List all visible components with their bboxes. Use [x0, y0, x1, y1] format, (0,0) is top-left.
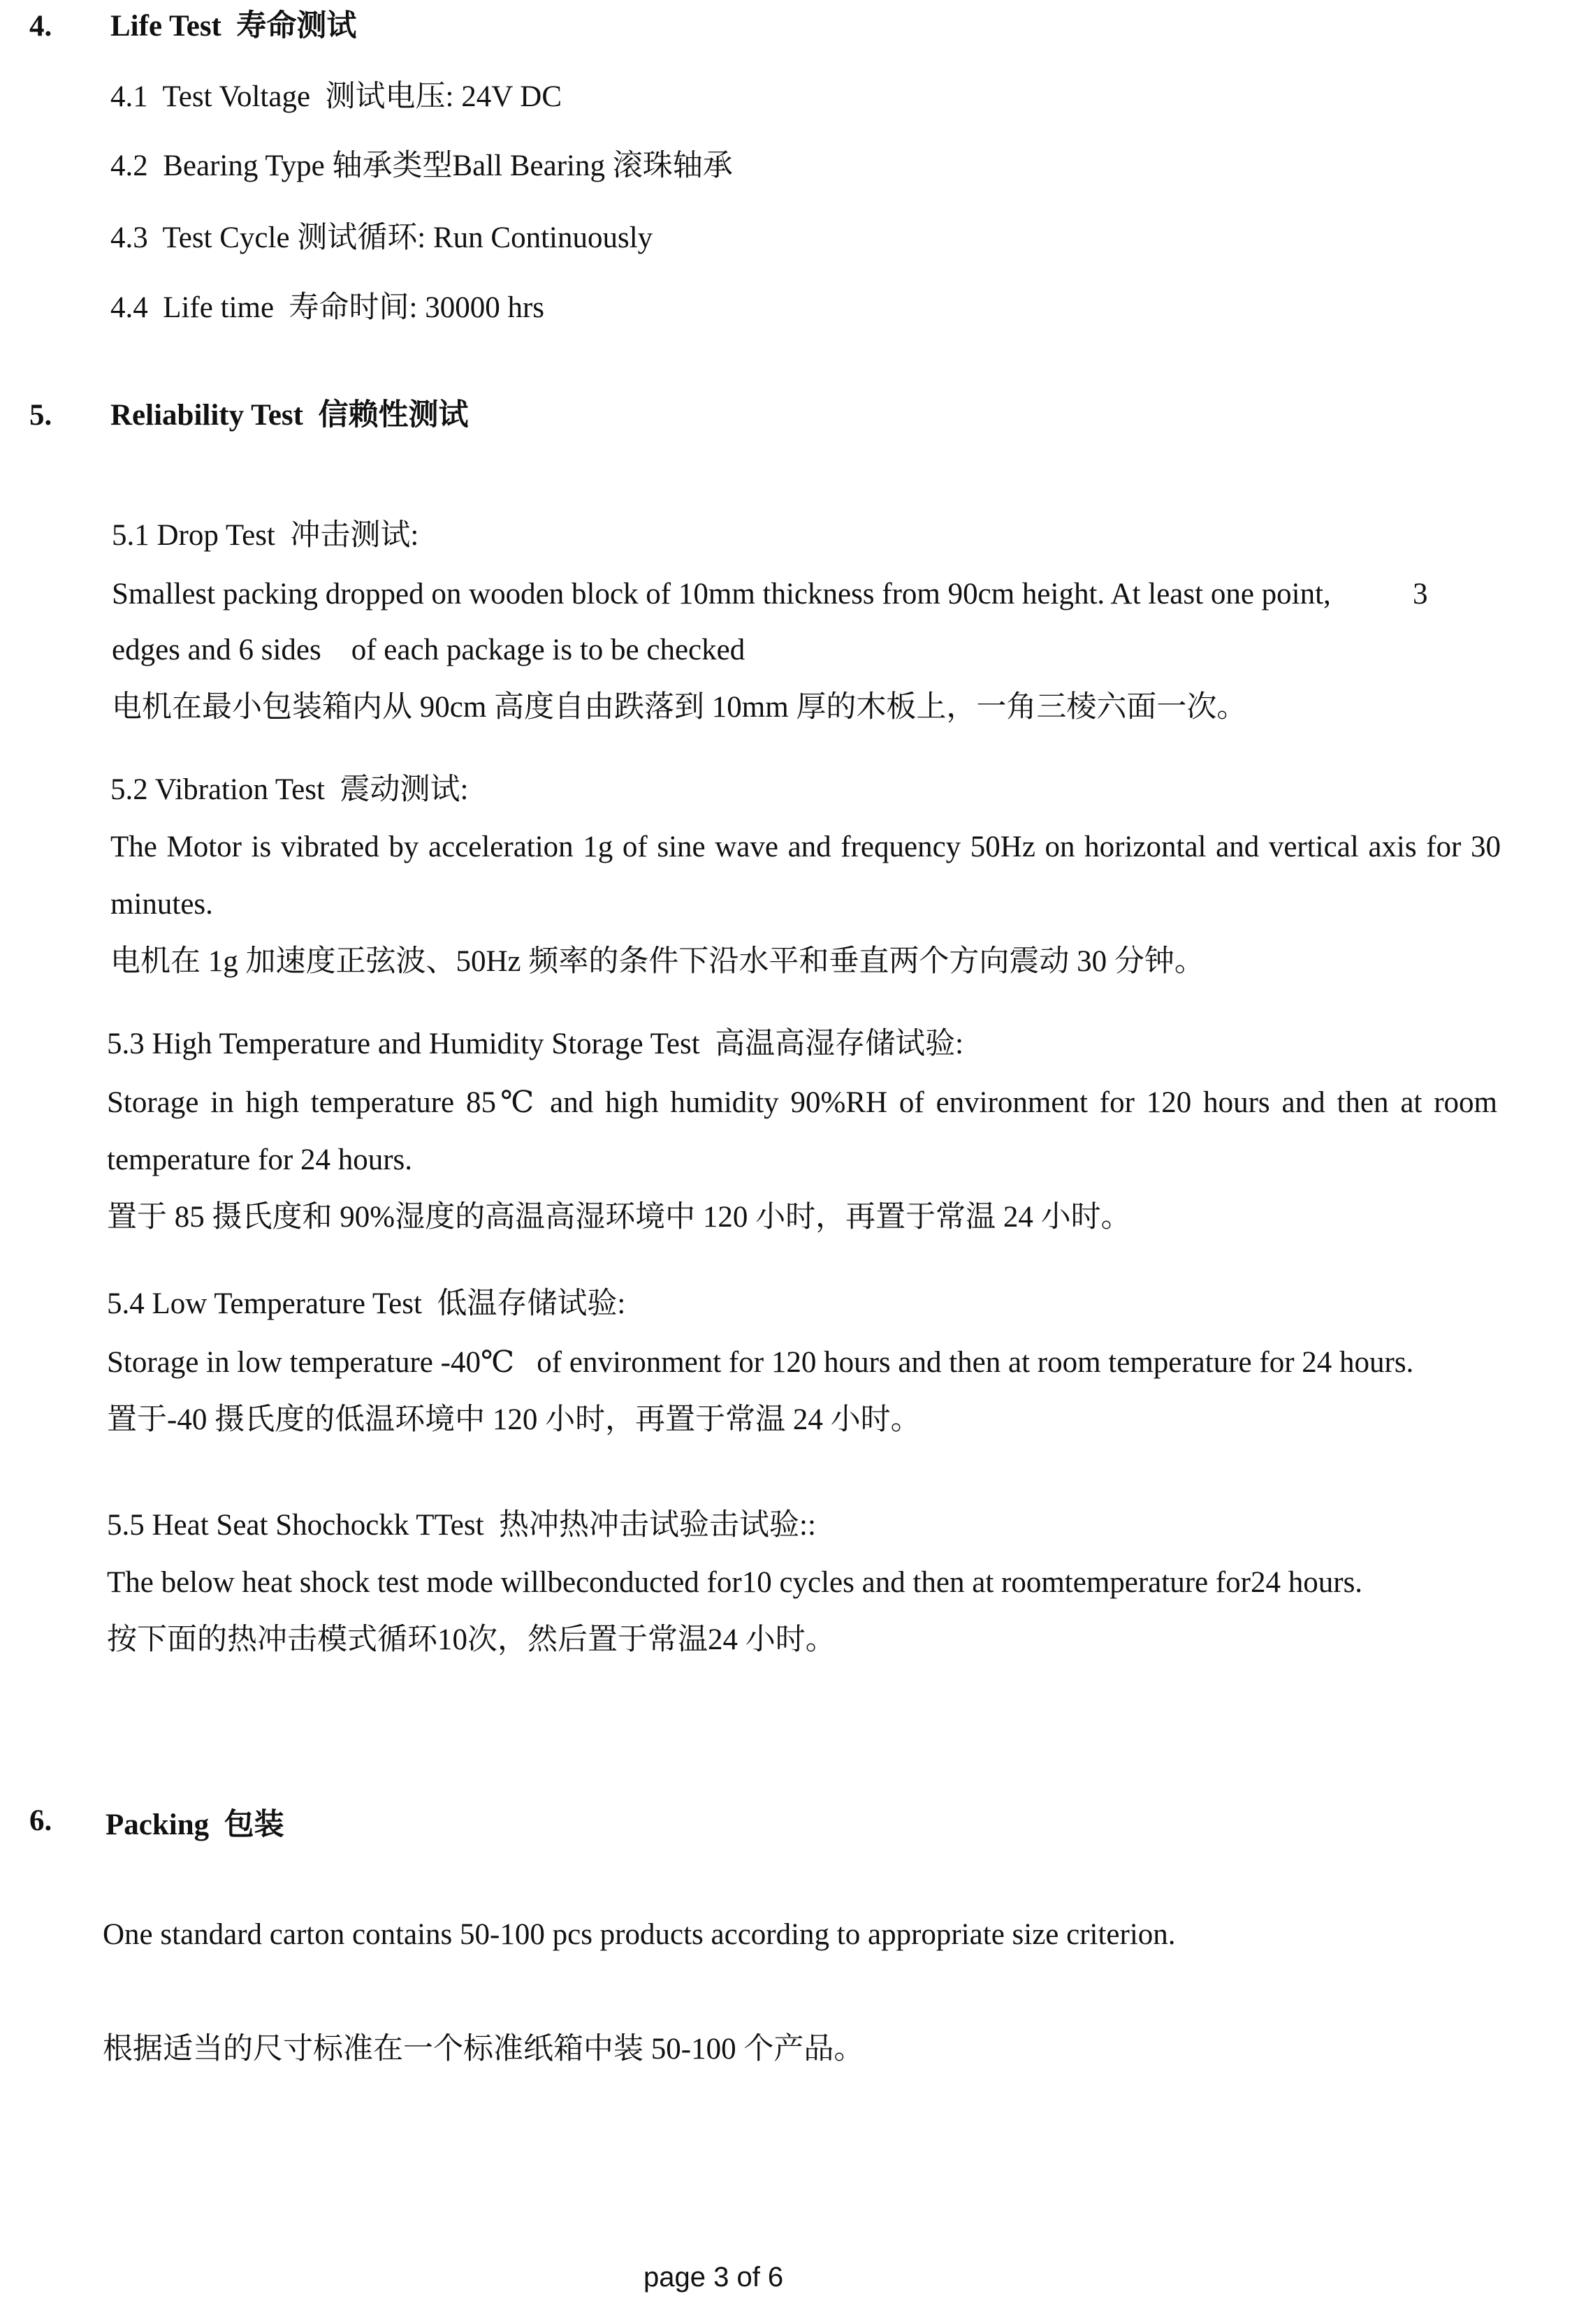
drop-test-line-zh: 电机在最小包装箱内从 90cm 高度自由跌落到 10mm 厚的木板上，一角三棱六面一次。	[112, 691, 1247, 724]
vibration-test-heading: 5.2 Vibration Test 震动测试:	[110, 773, 469, 806]
section-6-number: 6.	[29, 1804, 52, 1837]
item-4-4-life-time: 4.4 Life time 寿命时间: 30000 hrs	[110, 291, 545, 324]
heat-shock-test-heading: 5.5 Heat Seat Shochockk TTest 热冲热冲击试验击试验::	[107, 1509, 816, 1542]
section-5-number: 5.	[29, 399, 52, 432]
vibration-test-line-1: The Motor is vibrated by acceleration 1g of sine wave and frequency 50Hz on horizontal and vertical axis for 30	[110, 831, 1501, 863]
low-temp-test-line-1: Storage in low temperature -40℃ of environment for 120 hours and then at room temperature for 24 hours.	[107, 1346, 1414, 1379]
high-temp-humidity-test-line-1: Storage in high temperature 85℃ and high humidity 90%RH of environment for 120 hours and then at room	[107, 1086, 1497, 1119]
page-number: page 3 of 6	[643, 2262, 784, 2293]
heat-shock-test-line-1: The below heat shock test mode willbeconducted for10 cycles and then at roomtemperature for24 hours.	[107, 1566, 1363, 1599]
item-4-3-test-cycle: 4.3 Test Cycle 测试循环: Run Continuously	[110, 221, 653, 254]
drop-test-heading: 5.1 Drop Test 冲击测试:	[112, 519, 419, 552]
packing-line-1: One standard carton contains 50-100 pcs products according to appropriate size criterion.	[103, 1918, 1176, 1951]
section-6-title: Packing 包装	[106, 1808, 284, 1841]
section-5-title: Reliability Test 信赖性测试	[110, 399, 469, 432]
section-4-number: 4.	[29, 10, 52, 43]
drop-test-line-2: edges and 6 sides of each package is to be checked	[112, 634, 745, 666]
vibration-test-line-2: minutes.	[110, 888, 213, 921]
packing-line-zh: 根据适当的尺寸标准在一个标准纸箱中装 50-100 个产品。	[103, 2033, 864, 2066]
drop-test-line-end: 3	[1413, 578, 1428, 611]
high-temp-humidity-test-heading: 5.3 High Temperature and Humidity Storage Test 高温高湿存储试验:	[107, 1028, 964, 1060]
high-temp-humidity-test-line-2: temperature for 24 hours.	[107, 1143, 413, 1176]
high-temp-humidity-test-line-zh: 置于 85 摄氏度和 90%湿度的高温高湿环境中 120 小时，再置于常温 24 小时。	[107, 1201, 1131, 1234]
heat-shock-test-line-zh: 按下面的热冲击模式循环10次，然后置于常温24 小时。	[107, 1623, 836, 1656]
item-4-2-bearing-type: 4.2 Bearing Type 轴承类型Ball Bearing 滚珠轴承	[110, 149, 733, 182]
drop-test-line-1: Smallest packing dropped on wooden block of 10mm thickness from 90cm height. At least one point,	[112, 578, 1331, 611]
item-4-1-test-voltage: 4.1 Test Voltage 测试电压: 24V DC	[110, 80, 562, 113]
low-temp-test-line-zh: 置于-40 摄氏度的低温环境中 120 小时，再置于常温 24 小时。	[107, 1403, 921, 1436]
section-4-title: Life Test 寿命测试	[110, 10, 357, 43]
vibration-test-line-zh: 电机在 1g 加速度正弦波、50Hz 频率的条件下沿水平和垂直两个方向震动 30 分钟。	[110, 945, 1205, 978]
low-temp-test-heading: 5.4 Low Temperature Test 低温存储试验:	[107, 1287, 626, 1320]
